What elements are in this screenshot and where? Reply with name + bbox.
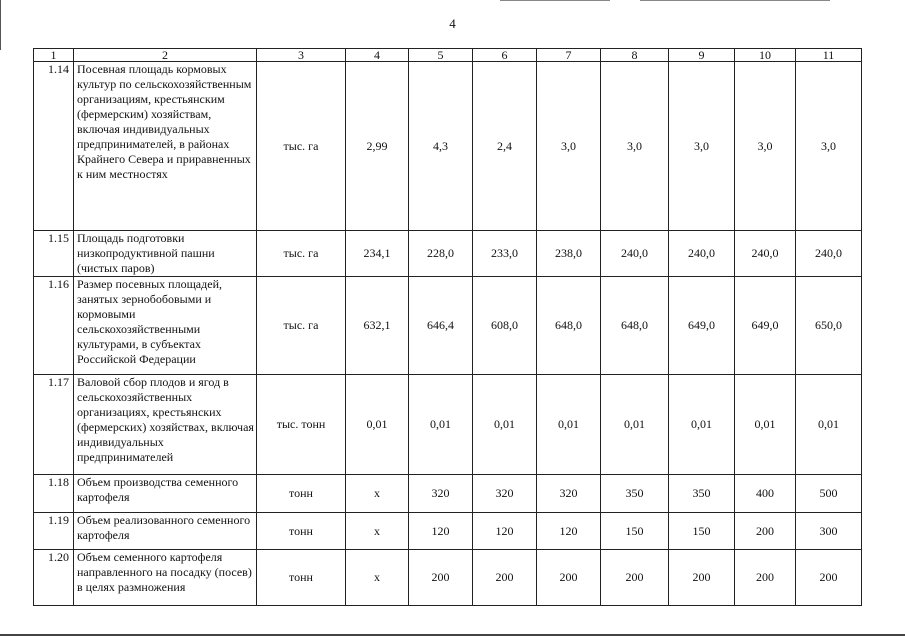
column-number: 10 — [735, 49, 796, 62]
unit-cell: тонн — [257, 513, 346, 550]
column-number: 3 — [257, 49, 346, 62]
value-cell: 3,0 — [735, 62, 796, 231]
value-cell: 238,0 — [537, 231, 601, 277]
indicator-name: Размер посевных площадей, занятых зернобобовыми и кормовыми сельскохозяйственными культурами, в субъектах Российской Федерации — [74, 277, 257, 375]
indicator-name: Объем производства семенного картофеля — [74, 475, 257, 513]
scan-top-line — [640, 0, 830, 1]
column-number: 2 — [74, 49, 257, 62]
column-number: 11 — [796, 49, 862, 62]
value-cell: 400 — [735, 475, 796, 513]
column-number: 7 — [537, 49, 601, 62]
value-cell: 200 — [735, 513, 796, 550]
value-cell: х — [346, 513, 409, 550]
value-cell: 3,0 — [537, 62, 601, 231]
page-number: 4 — [449, 16, 456, 31]
value-cell: 234,1 — [346, 231, 409, 277]
table-row — [34, 550, 862, 606]
value-cell: 648,0 — [601, 277, 669, 375]
value-cell: 3,0 — [601, 62, 669, 231]
value-cell: 228,0 — [409, 231, 473, 277]
value-cell: х — [346, 475, 409, 513]
value-cell: 500 — [796, 475, 862, 513]
value-cell: 240,0 — [735, 231, 796, 277]
unit-cell: тыс. га — [257, 277, 346, 375]
scan-top-line — [500, 0, 610, 1]
row-number: 1.16 — [34, 277, 74, 375]
indicators-table — [33, 48, 862, 606]
value-cell: 3,0 — [669, 62, 735, 231]
unit-cell: тонн — [257, 550, 346, 606]
unit-cell: тыс. га — [257, 62, 346, 231]
column-number: 9 — [669, 49, 735, 62]
value-cell: 150 — [669, 513, 735, 550]
value-cell: 0,01 — [537, 375, 601, 475]
value-cell: 200 — [537, 550, 601, 606]
table-row — [34, 277, 862, 375]
row-number: 1.15 — [34, 231, 74, 277]
value-cell: 0,01 — [796, 375, 862, 475]
row-number: 1.14 — [34, 62, 74, 231]
value-cell: 240,0 — [601, 231, 669, 277]
value-cell: 350 — [669, 475, 735, 513]
unit-cell: тонн — [257, 475, 346, 513]
table-row — [34, 375, 862, 475]
unit-cell: тыс. га — [257, 231, 346, 277]
column-number-header-row — [34, 49, 862, 62]
value-cell: 632,1 — [346, 277, 409, 375]
row-number: 1.19 — [34, 513, 74, 550]
value-cell: 2,99 — [346, 62, 409, 231]
value-cell: 200 — [409, 550, 473, 606]
value-cell: 320 — [409, 475, 473, 513]
scan-bottom-line — [0, 634, 905, 636]
row-number: 1.18 — [34, 475, 74, 513]
value-cell: 0,01 — [409, 375, 473, 475]
value-cell: 648,0 — [537, 277, 601, 375]
value-cell: 240,0 — [796, 231, 862, 277]
value-cell: 200 — [669, 550, 735, 606]
value-cell: 320 — [473, 475, 537, 513]
column-number: 5 — [409, 49, 473, 62]
indicator-name: Площадь подготовки низкопродуктивной пашни (чистых паров) — [74, 231, 257, 277]
value-cell: 649,0 — [669, 277, 735, 375]
table-row — [34, 475, 862, 513]
value-cell: 240,0 — [669, 231, 735, 277]
value-cell: 233,0 — [473, 231, 537, 277]
row-number: 1.20 — [34, 550, 74, 606]
value-cell: х — [346, 550, 409, 606]
table-row — [34, 62, 862, 231]
table-row — [34, 513, 862, 550]
value-cell: 646,4 — [409, 277, 473, 375]
value-cell: 200 — [473, 550, 537, 606]
value-cell: 4,3 — [409, 62, 473, 231]
value-cell: 0,01 — [601, 375, 669, 475]
table-row — [34, 231, 862, 277]
value-cell: 300 — [796, 513, 862, 550]
value-cell: 350 — [601, 475, 669, 513]
value-cell: 150 — [601, 513, 669, 550]
value-cell: 649,0 — [735, 277, 796, 375]
value-cell: 2,4 — [473, 62, 537, 231]
value-cell: 0,01 — [669, 375, 735, 475]
indicator-name: Посевная площадь кормовых культур по сельскохозяйственным организациям, крестьянским (фермерским) хозяйствам, включая индивидуальных предпринимателей, в районах Крайнего Севера и приравненных к ним местностях — [74, 62, 257, 231]
value-cell: 200 — [735, 550, 796, 606]
column-number: 8 — [601, 49, 669, 62]
value-cell: 120 — [409, 513, 473, 550]
value-cell: 0,01 — [473, 375, 537, 475]
column-number: 6 — [473, 49, 537, 62]
value-cell: 120 — [537, 513, 601, 550]
indicator-name: Валовой сбор плодов и ягод в сельскохозяйственных организациях, крестьянских (фермерских) хозяйствах, включая индивидуальных предпринимателей — [74, 375, 257, 475]
value-cell: 608,0 — [473, 277, 537, 375]
indicator-name: Объем реализованного семенного картофеля — [74, 513, 257, 550]
unit-cell: тыс. тонн — [257, 375, 346, 475]
column-number: 1 — [34, 49, 74, 62]
value-cell: 3,0 — [796, 62, 862, 231]
row-number: 1.17 — [34, 375, 74, 475]
value-cell: 120 — [473, 513, 537, 550]
value-cell: 200 — [796, 550, 862, 606]
column-number: 4 — [346, 49, 409, 62]
value-cell: 200 — [601, 550, 669, 606]
indicator-name: Объем семенного картофеля направленного на посадку (посев) в целях размножения — [74, 550, 257, 606]
value-cell: 0,01 — [735, 375, 796, 475]
value-cell: 0,01 — [346, 375, 409, 475]
value-cell: 320 — [537, 475, 601, 513]
value-cell: 650,0 — [796, 277, 862, 375]
